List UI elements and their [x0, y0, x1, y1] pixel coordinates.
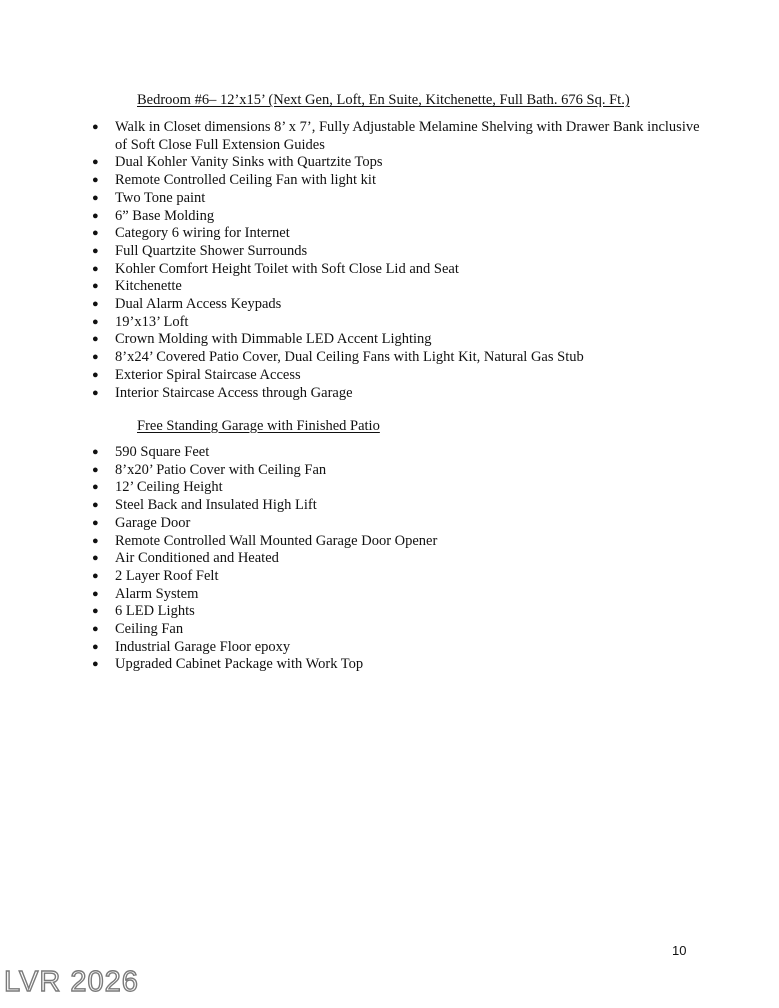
bullet-icon: ● [92, 333, 99, 346]
list-item-text: Remote Controlled Wall Mounted Garage Door Opener [115, 532, 438, 549]
page-number: 10 [672, 943, 687, 958]
watermark-logo: LVR 2026 [4, 966, 139, 998]
bullet-icon: ● [92, 244, 99, 257]
bullet-icon: ● [92, 569, 99, 582]
list-item [84, 603, 704, 621]
list-item [84, 568, 704, 586]
bullet-icon: ● [92, 516, 99, 529]
bullet-icon: ● [92, 156, 99, 169]
list-item [84, 656, 704, 674]
list-item-text: 6” Base Molding [115, 207, 215, 224]
list-item-text: Crown Molding with Dimmable LED Accent Lighting [115, 331, 432, 348]
section-heading-garage: Free Standing Garage with Finished Patio [137, 418, 380, 434]
bullet-icon: ● [92, 499, 99, 512]
list-item [84, 225, 704, 243]
list-item-text: Alarm System [115, 585, 199, 602]
bullet-icon: ● [92, 262, 99, 275]
list-item-text: Air Conditioned and Heated [115, 550, 279, 567]
list-item-text: Interior Staircase Access through Garage [115, 384, 353, 401]
list-item [84, 314, 704, 332]
bullet-icon: ● [92, 481, 99, 494]
garage-features-list [84, 444, 704, 674]
list-item [84, 515, 704, 533]
list-item-text: 590 Square Feet [115, 444, 210, 460]
list-item [84, 621, 704, 639]
list-item [84, 296, 704, 314]
list-item [84, 261, 704, 279]
list-item [84, 172, 704, 190]
list-item [84, 385, 704, 403]
list-item-text: Garage Door [115, 514, 191, 531]
bullet-icon: ● [92, 623, 99, 636]
list-item [84, 462, 704, 480]
list-item-text: Category 6 wiring for Internet [115, 225, 290, 242]
list-item [84, 550, 704, 568]
bullet-icon: ● [92, 658, 99, 671]
list-item-text: 19’x13’ Loft [115, 313, 189, 330]
bullet-icon: ● [92, 587, 99, 600]
bullet-icon: ● [92, 640, 99, 653]
list-item-text: Dual Kohler Vanity Sinks with Quartzite Tops [115, 154, 383, 171]
bullet-icon: ● [92, 298, 99, 311]
list-item-text: 6 LED Lights [115, 603, 195, 620]
bullet-icon: ● [92, 351, 99, 364]
list-item-text: 12’ Ceiling Height [115, 479, 223, 496]
bullet-icon: ● [92, 209, 99, 222]
list-item-text: 2 Layer Roof Felt [115, 567, 219, 584]
list-item [84, 331, 704, 349]
list-item-text: Two Tone paint [115, 189, 206, 206]
section-heading-bedroom: Bedroom #6– 12’x15’ (Next Gen, Loft, En Suite, Kitchenette, Full Bath. 676 Sq. Ft.) [137, 92, 630, 108]
bullet-icon: ● [92, 280, 99, 293]
list-item [84, 349, 704, 367]
list-item-text: Dual Alarm Access Keypads [115, 296, 282, 313]
list-item [84, 639, 704, 657]
list-item-text: Kitchenette [115, 278, 182, 295]
list-item-text: Steel Back and Insulated High Lift [115, 497, 317, 514]
list-item [84, 190, 704, 208]
bullet-icon: ● [92, 552, 99, 565]
list-item-text: Walk in Closet dimensions 8’ x 7’, Fully Adjustable Melamine Shelving with Drawer Bank inclusive of Soft Close Full Extension Guides [115, 119, 700, 153]
list-item [84, 119, 704, 154]
list-item [84, 497, 704, 515]
bullet-icon: ● [92, 315, 99, 328]
bullet-icon: ● [92, 121, 99, 133]
list-item-text: Full Quartzite Shower Surrounds [115, 242, 308, 259]
bullet-icon: ● [92, 191, 99, 204]
bullet-icon: ● [92, 463, 99, 476]
bedroom-features-list [84, 119, 704, 402]
list-item [84, 243, 704, 261]
list-item-text: Industrial Garage Floor epoxy [115, 638, 291, 655]
list-item-text: 8’x20’ Patio Cover with Ceiling Fan [115, 461, 327, 478]
list-item [84, 479, 704, 497]
bullet-icon: ● [92, 534, 99, 547]
bullet-icon: ● [92, 446, 99, 458]
list-item [84, 154, 704, 172]
list-item-text: Kohler Comfort Height Toilet with Soft Close Lid and Seat [115, 260, 459, 277]
list-item-text: Upgraded Cabinet Package with Work Top [115, 656, 364, 673]
list-item [84, 208, 704, 226]
list-item [84, 533, 704, 551]
list-item-text: Remote Controlled Ceiling Fan with light kit [115, 172, 376, 189]
list-item-text: Exterior Spiral Staircase Access [115, 366, 301, 383]
list-item [84, 586, 704, 604]
bullet-icon: ● [92, 174, 99, 187]
bullet-icon: ● [92, 386, 99, 399]
list-item-text: 8’x24’ Covered Patio Cover, Dual Ceiling Fans with Light Kit, Natural Gas Stub [115, 349, 584, 366]
bullet-icon: ● [92, 605, 99, 618]
list-item [84, 367, 704, 385]
list-item [84, 444, 704, 462]
bullet-icon: ● [92, 368, 99, 381]
bullet-icon: ● [92, 227, 99, 240]
list-item-text: Ceiling Fan [115, 621, 184, 638]
list-item [84, 278, 704, 296]
